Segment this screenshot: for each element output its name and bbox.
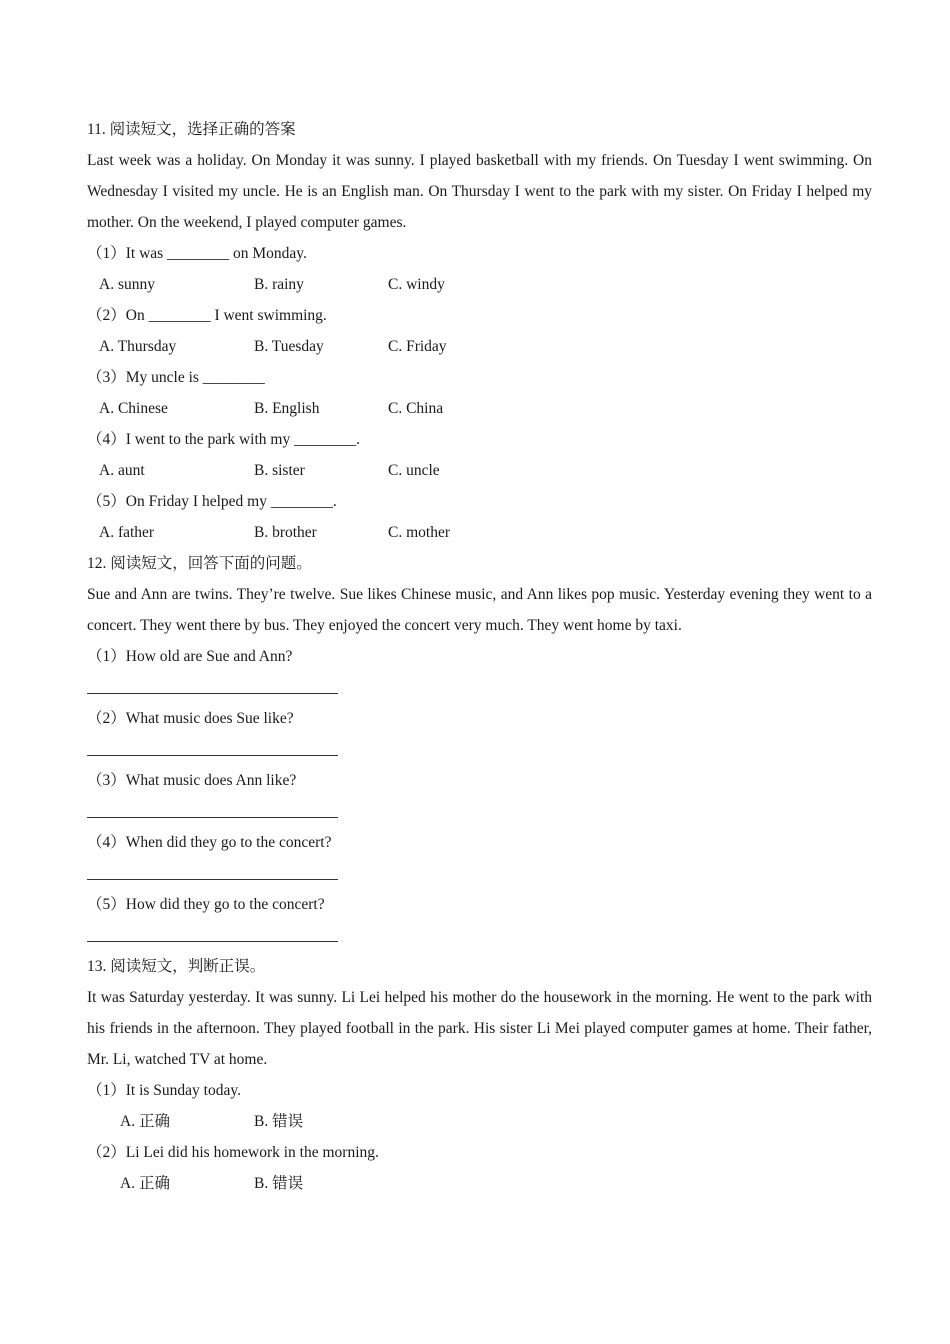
q13-item-1-options bbox=[87, 1106, 872, 1137]
q12-item-1: （1）How old are Sue and Ann? bbox=[87, 648, 293, 665]
q13-item-2: （2）Li Lei did his homework in the morning. bbox=[87, 1144, 379, 1161]
q12-item-2: （2）What music does Sue like? bbox=[87, 710, 294, 727]
option-b[interactable]: B. brother bbox=[254, 524, 317, 541]
option-true[interactable]: A. 正确 bbox=[120, 1175, 170, 1192]
q11-heading: 11. 阅读短文，选择正确的答案 bbox=[87, 121, 296, 138]
q11-item-4-options bbox=[87, 455, 872, 486]
option-false[interactable]: B. 错误 bbox=[254, 1113, 304, 1130]
option-b[interactable]: B. Tuesday bbox=[254, 338, 324, 355]
option-a[interactable]: A. sunny bbox=[99, 276, 155, 293]
q11-item-3-options bbox=[87, 393, 872, 424]
option-b[interactable]: B. English bbox=[254, 400, 320, 417]
q11-item-2: （2）On ________ I went swimming. bbox=[87, 307, 327, 324]
q13-passage: It was Saturday yesterday. It was sunny. Li Lei helped his mother do the housework in the morning. He went to the park with his friends in the afternoon. They played football in the park. His sister Li Mei played computer games at home. Their father, Mr. Li, watched TV at home. bbox=[87, 989, 872, 1068]
q12-item-5: （5）How did they go to the concert? bbox=[87, 896, 325, 913]
option-c[interactable]: C. Friday bbox=[388, 338, 447, 355]
answer-line[interactable] bbox=[87, 796, 872, 827]
q13-item-1: （1）It is Sunday today. bbox=[87, 1082, 241, 1099]
q13-item-2-options bbox=[87, 1168, 872, 1199]
option-true[interactable]: A. 正确 bbox=[120, 1113, 170, 1130]
answer-line[interactable] bbox=[87, 734, 872, 765]
option-a[interactable]: A. father bbox=[99, 524, 155, 541]
q12-item-3: （3）What music does Ann like? bbox=[87, 772, 297, 789]
option-b[interactable]: B. rainy bbox=[254, 276, 304, 293]
q11-item-2-options bbox=[87, 331, 872, 362]
answer-line[interactable] bbox=[87, 672, 872, 703]
option-c[interactable]: C. uncle bbox=[388, 462, 440, 479]
q12-heading: 12. 阅读短文，回答下面的问题。 bbox=[87, 555, 312, 572]
option-c[interactable]: C. windy bbox=[388, 276, 445, 293]
q11-item-5-options bbox=[87, 517, 872, 548]
q11-item-1: （1）It was ________ on Monday. bbox=[87, 245, 307, 262]
option-c[interactable]: C. China bbox=[388, 400, 444, 417]
answer-line[interactable] bbox=[87, 920, 872, 951]
q11-item-3: （3）My uncle is ________ bbox=[87, 369, 265, 386]
worksheet-page bbox=[87, 114, 872, 1199]
q12-item-4: （4）When did they go to the concert? bbox=[87, 834, 332, 851]
q11-item-1-options bbox=[87, 269, 872, 300]
option-false[interactable]: B. 错误 bbox=[254, 1175, 304, 1192]
answer-line[interactable] bbox=[87, 858, 872, 889]
option-a[interactable]: A. Chinese bbox=[99, 400, 168, 417]
q13-heading: 13. 阅读短文，判断正误。 bbox=[87, 958, 266, 975]
option-a[interactable]: A. aunt bbox=[99, 462, 145, 479]
option-c[interactable]: C. mother bbox=[388, 524, 450, 541]
q11-passage: Last week was a holiday. On Monday it was sunny. I played basketball with my friends. On Tuesday I went swimming. On Wednesday I visited my uncle. He is an English man. On Thursday I went to the park with my sister. On Friday I helped my mother. On the weekend, I played computer games. bbox=[87, 152, 872, 231]
q12-passage: Sue and Ann are twins. They’re twelve. Sue likes Chinese music, and Ann likes pop music. Yesterday evening they went to a concert. They went there by bus. They enjoyed the concert very much. They went home by taxi. bbox=[87, 586, 872, 634]
q11-item-4: （4）I went to the park with my ________. bbox=[87, 431, 360, 448]
option-a[interactable]: A. Thursday bbox=[99, 338, 177, 355]
q11-item-5: （5）On Friday I helped my ________. bbox=[87, 493, 337, 510]
option-b[interactable]: B. sister bbox=[254, 462, 305, 479]
